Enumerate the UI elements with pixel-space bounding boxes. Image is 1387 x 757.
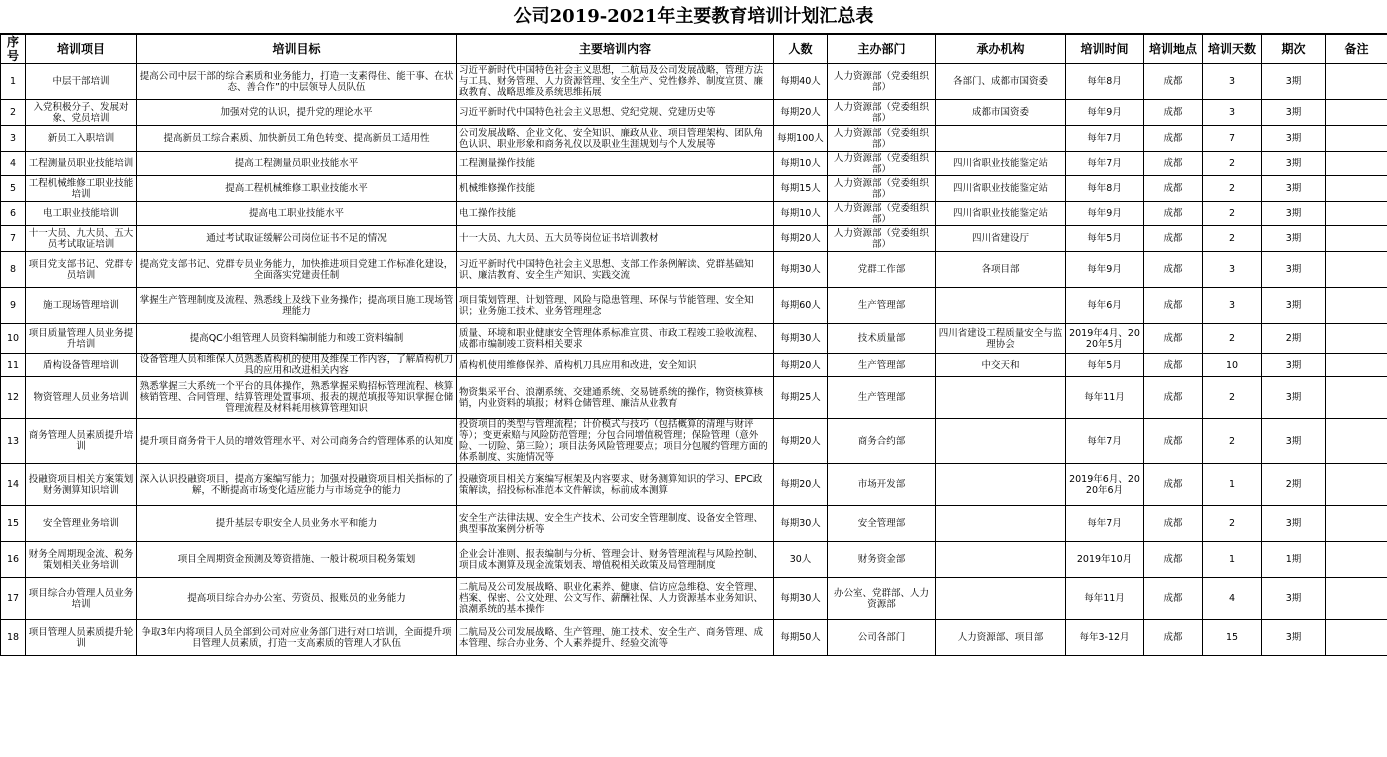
cell-host[interactable]: 党群工作部	[828, 252, 936, 288]
cell-organizer[interactable]: 各项目部	[936, 252, 1066, 288]
table-row	[1, 226, 1387, 252]
cell-note[interactable]	[1326, 100, 1387, 126]
cell-place[interactable]: 成都	[1144, 100, 1203, 126]
cell-count[interactable]: 每期20人	[774, 419, 828, 464]
cell-note[interactable]	[1326, 152, 1387, 176]
cell-goal[interactable]: 熟悉掌握三大系统一个平台的具体操作，熟悉掌握采购招标管理流程、核算核销管理、合同管理、结算管理处置事项、报表的规范填报等知识掌握仓储管理流程及材料耗用核算管理知识	[137, 377, 457, 419]
column-header[interactable]: 备注	[1326, 35, 1387, 64]
cell-organizer[interactable]	[936, 506, 1066, 542]
cell-sessions[interactable]: 3期	[1262, 252, 1326, 288]
cell-place[interactable]: 成都	[1144, 419, 1203, 464]
cell-place[interactable]: 成都	[1144, 324, 1203, 354]
cell-note[interactable]	[1326, 176, 1387, 202]
cell-goal[interactable]: 通过考试取证缓解公司岗位证书不足的情况	[137, 226, 457, 252]
table-row	[1, 202, 1387, 226]
cell-content[interactable]: 物资集采平台、浪潮系统、交建通系统、交易链系统的操作，物资核算核销，内业资料的填报；材料仓储管理、廉洁从业教育	[457, 377, 774, 419]
cell-host[interactable]: 市场开发部	[828, 464, 936, 506]
cell-place[interactable]: 成都	[1144, 506, 1203, 542]
cell-project[interactable]: 安全管理业务培训	[26, 506, 137, 542]
cell-goal[interactable]: 提升项目商务骨干人员的增效管理水平、对公司商务合约管理体系的认知度	[137, 419, 457, 464]
cell-days[interactable]: 7	[1203, 126, 1262, 152]
cell-sessions[interactable]: 3期	[1262, 620, 1326, 656]
table-row	[1, 152, 1387, 176]
cell-note[interactable]	[1326, 464, 1387, 506]
cell-days[interactable]: 1	[1203, 464, 1262, 506]
cell-time[interactable]: 每年7月	[1066, 419, 1144, 464]
cell-content[interactable]: 习近平新时代中国特色社会主义思想、党纪党规、党建历史等	[457, 100, 774, 126]
cell-goal[interactable]: 提升基层专职安全人员业务水平和能力	[137, 506, 457, 542]
cell-host[interactable]: 办公室、党群部、人力资源部	[828, 578, 936, 620]
cell-goal[interactable]: 深入认识投融资项目，提高方案编写能力；加强对投融资项目相关指标的了解，不断提高市场变化适应能力与市场竞争的能力	[137, 464, 457, 506]
cell-project[interactable]: 项目质量管理人员业务提升培训	[26, 324, 137, 354]
cell-note[interactable]	[1326, 419, 1387, 464]
cell-host[interactable]: 生产管理部	[828, 354, 936, 377]
cell-serial[interactable]: 9	[1, 288, 26, 324]
cell-serial[interactable]: 10	[1, 324, 26, 354]
cell-serial[interactable]: 18	[1, 620, 26, 656]
column-header[interactable]: 培训地点	[1144, 35, 1203, 64]
cell-serial[interactable]: 6	[1, 202, 26, 226]
cell-content[interactable]: 机械维修操作技能	[457, 176, 774, 202]
cell-organizer[interactable]	[936, 377, 1066, 419]
table-row	[1, 126, 1387, 152]
cell-serial[interactable]: 16	[1, 542, 26, 578]
cell-note[interactable]	[1326, 620, 1387, 656]
cell-place[interactable]: 成都	[1144, 252, 1203, 288]
cell-content[interactable]: 投融资项目相关方案编写框架及内容要求、财务测算知识的学习、EPC政策解读，招投标标准范本文件解读，标前成本测算	[457, 464, 774, 506]
column-header[interactable]: 培训目标	[137, 35, 457, 64]
cell-organizer[interactable]	[936, 464, 1066, 506]
cell-goal[interactable]: 项目全周期资金预测及筹资措施、一般计税项目税务策划	[137, 542, 457, 578]
cell-serial[interactable]: 17	[1, 578, 26, 620]
sheet-title: 公司2019-2021年主要教育培训计划汇总表	[0, 0, 1387, 34]
cell-project[interactable]: 项目综合办管理人员业务培训	[26, 578, 137, 620]
cell-count[interactable]: 每期30人	[774, 324, 828, 354]
column-header[interactable]: 主要培训内容	[457, 35, 774, 64]
column-header[interactable]: 培训时间	[1066, 35, 1144, 64]
cell-count[interactable]: 每期40人	[774, 64, 828, 100]
cell-organizer[interactable]: 四川省职业技能鉴定站	[936, 176, 1066, 202]
cell-count[interactable]: 每期100人	[774, 126, 828, 152]
cell-time[interactable]: 每年7月	[1066, 126, 1144, 152]
cell-organizer[interactable]: 四川省职业技能鉴定站	[936, 202, 1066, 226]
cell-goal[interactable]: 提高工程机械维修工职业技能水平	[137, 176, 457, 202]
cell-time[interactable]: 每年9月	[1066, 202, 1144, 226]
cell-place[interactable]: 成都	[1144, 377, 1203, 419]
cell-serial[interactable]: 12	[1, 377, 26, 419]
cell-note[interactable]	[1326, 202, 1387, 226]
cell-time[interactable]: 每年11月	[1066, 578, 1144, 620]
column-header[interactable]: 承办机构	[936, 35, 1066, 64]
cell-goal[interactable]: 提高新员工综合素质、加快新员工角色转变、提高新员工适用性	[137, 126, 457, 152]
cell-time[interactable]: 每年7月	[1066, 506, 1144, 542]
cell-time[interactable]: 每年3-12月	[1066, 620, 1144, 656]
cell-time[interactable]: 每年9月	[1066, 252, 1144, 288]
cell-sessions[interactable]: 3期	[1262, 64, 1326, 100]
cell-time[interactable]: 每年11月	[1066, 377, 1144, 419]
cell-content[interactable]: 十一大员、九大员、五大员等岗位证书培训教材	[457, 226, 774, 252]
cell-project[interactable]: 商务管理人员素质提升培训	[26, 419, 137, 464]
cell-project[interactable]: 十一大员、九大员、五大员考试取证培训	[26, 226, 137, 252]
cell-project[interactable]: 中层干部培训	[26, 64, 137, 100]
cell-days[interactable]: 1	[1203, 542, 1262, 578]
cell-days[interactable]: 2	[1203, 377, 1262, 419]
cell-project[interactable]: 入党积极分子、发展对象、党员培训	[26, 100, 137, 126]
cell-note[interactable]	[1326, 126, 1387, 152]
cell-goal[interactable]: 提高QC小组管理人员资料编制能力和竣工资料编制	[137, 324, 457, 354]
cell-project[interactable]: 项目管理人员素质提升轮训	[26, 620, 137, 656]
cell-note[interactable]	[1326, 578, 1387, 620]
cell-serial[interactable]: 7	[1, 226, 26, 252]
cell-host[interactable]: 财务资金部	[828, 542, 936, 578]
cell-days[interactable]: 15	[1203, 620, 1262, 656]
cell-host[interactable]: 人力资源部（党委组织部）	[828, 64, 936, 100]
training-plan-table	[0, 34, 1387, 656]
cell-count[interactable]: 每期30人	[774, 506, 828, 542]
cell-time[interactable]: 每年7月	[1066, 152, 1144, 176]
cell-days[interactable]: 10	[1203, 354, 1262, 377]
cell-sessions[interactable]: 2期	[1262, 324, 1326, 354]
cell-project[interactable]: 电工职业技能培训	[26, 202, 137, 226]
cell-place[interactable]: 成都	[1144, 354, 1203, 377]
column-header[interactable]: 期次	[1262, 35, 1326, 64]
cell-note[interactable]	[1326, 252, 1387, 288]
column-header[interactable]: 培训项目	[26, 35, 137, 64]
cell-host[interactable]: 人力资源部（党委组织部）	[828, 126, 936, 152]
cell-sessions[interactable]: 3期	[1262, 377, 1326, 419]
cell-time[interactable]: 每年6月	[1066, 288, 1144, 324]
cell-organizer[interactable]: 中交天和	[936, 354, 1066, 377]
cell-time[interactable]: 2019年10月	[1066, 542, 1144, 578]
cell-project[interactable]: 工程机械维修工职业技能培训	[26, 176, 137, 202]
table-row	[1, 419, 1387, 464]
cell-count[interactable]: 每期20人	[774, 226, 828, 252]
cell-project[interactable]: 施工现场管理培训	[26, 288, 137, 324]
cell-goal[interactable]: 设备管理人员和维保人员熟悉盾构机的使用及维保工作内容，了解盾构机刀具的应用和改进相关内容	[137, 354, 457, 377]
cell-time[interactable]: 2019年6月、2020年6月	[1066, 464, 1144, 506]
cell-organizer[interactable]	[936, 419, 1066, 464]
cell-content[interactable]: 质量、环境和职业健康安全管理体系标准宣贯、市政工程竣工验收流程、成都市编制竣工资料相关要求	[457, 324, 774, 354]
cell-goal[interactable]: 提高公司中层干部的综合素质和业务能力，打造一支素得住、能干事、在状态、善合作”的中层领导人员队伍	[137, 64, 457, 100]
cell-goal[interactable]: 提高电工职业技能水平	[137, 202, 457, 226]
cell-count[interactable]: 30人	[774, 542, 828, 578]
cell-note[interactable]	[1326, 377, 1387, 419]
table-row	[1, 506, 1387, 542]
column-header[interactable]: 培训天数	[1203, 35, 1262, 64]
cell-sessions[interactable]: 3期	[1262, 100, 1326, 126]
cell-goal[interactable]: 提高项目综合办办公室、劳资员、报账员的业务能力	[137, 578, 457, 620]
table-row	[1, 578, 1387, 620]
cell-time[interactable]: 每年9月	[1066, 100, 1144, 126]
cell-sessions[interactable]: 3期	[1262, 152, 1326, 176]
table-row	[1, 464, 1387, 506]
cell-sessions[interactable]: 3期	[1262, 226, 1326, 252]
cell-count[interactable]: 每期20人	[774, 100, 828, 126]
cell-content[interactable]: 项目策划管理、计划管理、风险与隐患管理、环保与节能管理、安全知识；业务施工技术、业务管理理念	[457, 288, 774, 324]
cell-place[interactable]: 成都	[1144, 226, 1203, 252]
cell-serial[interactable]: 8	[1, 252, 26, 288]
cell-count[interactable]: 每期20人	[774, 464, 828, 506]
cell-host[interactable]: 商务合约部	[828, 419, 936, 464]
cell-sessions[interactable]: 3期	[1262, 202, 1326, 226]
cell-organizer[interactable]: 四川省建设厅	[936, 226, 1066, 252]
cell-sessions[interactable]: 3期	[1262, 126, 1326, 152]
cell-content[interactable]: 二航局及公司发展战略、生产管理、施工技术、安全生产、商务管理、成本管理、综合办业务、个人素养提升、经验交流等	[457, 620, 774, 656]
table-row	[1, 176, 1387, 202]
cell-place[interactable]: 成都	[1144, 176, 1203, 202]
cell-goal[interactable]: 掌握生产管理制度及流程、熟悉线上及线下业务操作；提高项目施工现场管理能力	[137, 288, 457, 324]
table-row	[1, 64, 1387, 100]
cell-count[interactable]: 每期30人	[774, 252, 828, 288]
cell-serial[interactable]: 4	[1, 152, 26, 176]
cell-project[interactable]: 盾构设备管理培训	[26, 354, 137, 377]
cell-sessions[interactable]: 3期	[1262, 578, 1326, 620]
cell-goal[interactable]: 提高党支部书记、党群专员业务能力，加快推进项目党建工作标准化建设，全面落实党建责任制	[137, 252, 457, 288]
cell-count[interactable]: 每期25人	[774, 377, 828, 419]
cell-host[interactable]: 生产管理部	[828, 288, 936, 324]
cell-serial[interactable]: 15	[1, 506, 26, 542]
table-row	[1, 288, 1387, 324]
cell-host[interactable]: 安全管理部	[828, 506, 936, 542]
cell-host[interactable]: 人力资源部（党委组织部）	[828, 202, 936, 226]
table-body	[1, 64, 1387, 656]
cell-place[interactable]: 成都	[1144, 542, 1203, 578]
cell-content[interactable]: 企业会计准则、报表编制与分析、管理会计、财务管理流程与风险控制、项目成本测算及现金流策划表、增值税相关政策及局管理制度	[457, 542, 774, 578]
cell-time[interactable]: 2019年4月、2020年5月	[1066, 324, 1144, 354]
cell-sessions[interactable]: 1期	[1262, 542, 1326, 578]
cell-goal[interactable]: 加强对党的认识，提升党的理论水平	[137, 100, 457, 126]
cell-organizer[interactable]: 四川省职业技能鉴定站	[936, 152, 1066, 176]
cell-organizer[interactable]: 成都市国资委	[936, 100, 1066, 126]
cell-host[interactable]: 生产管理部	[828, 377, 936, 419]
table-row	[1, 542, 1387, 578]
cell-note[interactable]	[1326, 542, 1387, 578]
cell-count[interactable]: 每期15人	[774, 176, 828, 202]
cell-host[interactable]: 公司各部门	[828, 620, 936, 656]
cell-sessions[interactable]: 3期	[1262, 419, 1326, 464]
table-row	[1, 354, 1387, 377]
cell-content[interactable]: 盾构机使用维修保养、盾构机刀具应用和改进，安全知识	[457, 354, 774, 377]
cell-content[interactable]: 电工操作技能	[457, 202, 774, 226]
cell-sessions[interactable]: 3期	[1262, 354, 1326, 377]
table-row	[1, 252, 1387, 288]
cell-days[interactable]: 2	[1203, 419, 1262, 464]
cell-time[interactable]: 每年8月	[1066, 176, 1144, 202]
table-row	[1, 377, 1387, 419]
cell-days[interactable]: 2	[1203, 176, 1262, 202]
cell-project[interactable]: 物资管理人员业务培训	[26, 377, 137, 419]
cell-host[interactable]: 人力资源部（党委组织部）	[828, 100, 936, 126]
cell-host[interactable]: 人力资源部（党委组织部）	[828, 176, 936, 202]
cell-project[interactable]: 投融资项目相关方案策划财务测算知识培训	[26, 464, 137, 506]
cell-content[interactable]: 习近平新时代中国特色社会主义思想，二航局及公司发展战略，管理方法与工具、财务管理、人力资源管理、安全生产、党性修养、制度宣贯、廉政教育、战略思维及系统思维拓展	[457, 64, 774, 100]
cell-place[interactable]: 成都	[1144, 64, 1203, 100]
cell-time[interactable]: 每年5月	[1066, 354, 1144, 377]
cell-serial[interactable]: 3	[1, 126, 26, 152]
header-row	[1, 35, 1387, 64]
cell-host[interactable]: 人力资源部（党委组织部）	[828, 152, 936, 176]
column-header[interactable]: 序号	[1, 35, 26, 64]
cell-organizer[interactable]	[936, 542, 1066, 578]
cell-place[interactable]: 成都	[1144, 288, 1203, 324]
cell-content[interactable]: 工程测量操作技能	[457, 152, 774, 176]
cell-project[interactable]: 新员工入职培训	[26, 126, 137, 152]
cell-serial[interactable]: 1	[1, 64, 26, 100]
cell-serial[interactable]: 11	[1, 354, 26, 377]
cell-content[interactable]: 公司发展战略、企业文化、安全知识、廉政从业、项目管理架构、团队角色认识、职业形象和商务礼仪以及职业生涯规划与个人发展等	[457, 126, 774, 152]
cell-place[interactable]: 成都	[1144, 126, 1203, 152]
cell-count[interactable]: 每期20人	[774, 354, 828, 377]
cell-content[interactable]: 投资项目的类型与管理流程；计价模式与技巧（包括概算的清理与财评等）；变更索赔与风险防范管理；分包合同增值税管理；保险管理（意外险、一切险、第三险）；项目法务风险管理要点；项目分包履约管理方面的体系制度、实施情况等	[457, 419, 774, 464]
cell-serial[interactable]: 13	[1, 419, 26, 464]
cell-count[interactable]: 每期60人	[774, 288, 828, 324]
cell-serial[interactable]: 2	[1, 100, 26, 126]
cell-days[interactable]: 3	[1203, 64, 1262, 100]
cell-organizer[interactable]	[936, 578, 1066, 620]
column-header[interactable]: 人数	[774, 35, 828, 64]
cell-host[interactable]: 人力资源部（党委组织部）	[828, 226, 936, 252]
cell-note[interactable]	[1326, 324, 1387, 354]
cell-note[interactable]	[1326, 354, 1387, 377]
cell-days[interactable]: 3	[1203, 252, 1262, 288]
cell-days[interactable]: 2	[1203, 226, 1262, 252]
column-header[interactable]: 主办部门	[828, 35, 936, 64]
cell-time[interactable]: 每年5月	[1066, 226, 1144, 252]
cell-goal[interactable]: 提高工程测量员职业技能水平	[137, 152, 457, 176]
cell-days[interactable]: 2	[1203, 324, 1262, 354]
cell-count[interactable]: 每期30人	[774, 578, 828, 620]
cell-serial[interactable]: 14	[1, 464, 26, 506]
cell-place[interactable]: 成都	[1144, 464, 1203, 506]
cell-note[interactable]	[1326, 506, 1387, 542]
table-row	[1, 620, 1387, 656]
cell-count[interactable]: 每期50人	[774, 620, 828, 656]
cell-organizer[interactable]: 四川省建设工程质量安全与监理协会	[936, 324, 1066, 354]
cell-organizer[interactable]	[936, 126, 1066, 152]
cell-place[interactable]: 成都	[1144, 202, 1203, 226]
table-row	[1, 100, 1387, 126]
cell-content[interactable]: 习近平新时代中国特色社会主义思想、支部工作条例解读、党群基础知识、廉洁教育、安全生产知识、实践交流	[457, 252, 774, 288]
cell-days[interactable]: 4	[1203, 578, 1262, 620]
cell-goal[interactable]: 争取3年内将项目人员全部到公司对应业务部门进行对口培训，全面提升项目管理人员素质，打造一支高素质的管理人才队伍	[137, 620, 457, 656]
cell-time[interactable]: 每年8月	[1066, 64, 1144, 100]
cell-project[interactable]: 财务全周期现金流、税务策划相关业务培训	[26, 542, 137, 578]
cell-host[interactable]: 技术质量部	[828, 324, 936, 354]
cell-organizer[interactable]: 各部门、成都市国资委	[936, 64, 1066, 100]
table-row	[1, 324, 1387, 354]
cell-note[interactable]	[1326, 288, 1387, 324]
cell-organizer[interactable]: 人力资源部、项目部	[936, 620, 1066, 656]
cell-sessions[interactable]: 2期	[1262, 464, 1326, 506]
cell-content[interactable]: 安全生产法律法规、安全生产技术、公司安全管理制度、设备安全管理、典型事故案例分析等	[457, 506, 774, 542]
cell-count[interactable]: 每期10人	[774, 202, 828, 226]
cell-note[interactable]	[1326, 226, 1387, 252]
cell-count[interactable]: 每期10人	[774, 152, 828, 176]
cell-place[interactable]: 成都	[1144, 578, 1203, 620]
cell-serial[interactable]: 5	[1, 176, 26, 202]
cell-sessions[interactable]: 3期	[1262, 176, 1326, 202]
cell-place[interactable]: 成都	[1144, 620, 1203, 656]
cell-days[interactable]: 3	[1203, 288, 1262, 324]
cell-note[interactable]	[1326, 64, 1387, 100]
cell-days[interactable]: 2	[1203, 152, 1262, 176]
cell-sessions[interactable]: 3期	[1262, 506, 1326, 542]
cell-days[interactable]: 3	[1203, 100, 1262, 126]
cell-sessions[interactable]: 3期	[1262, 288, 1326, 324]
cell-content[interactable]: 二航局及公司发展战略、职业化素养、健康、信访应急维稳、安全管理、档案、保密、公文处理、公文写作、薪酬社保、人力资源基本业务知识、浪潮系统的基本操作	[457, 578, 774, 620]
cell-days[interactable]: 2	[1203, 202, 1262, 226]
cell-place[interactable]: 成都	[1144, 152, 1203, 176]
cell-organizer[interactable]	[936, 288, 1066, 324]
cell-days[interactable]: 2	[1203, 506, 1262, 542]
cell-project[interactable]: 工程测量员职业技能培训	[26, 152, 137, 176]
cell-project[interactable]: 项目党支部书记、党群专员培训	[26, 252, 137, 288]
